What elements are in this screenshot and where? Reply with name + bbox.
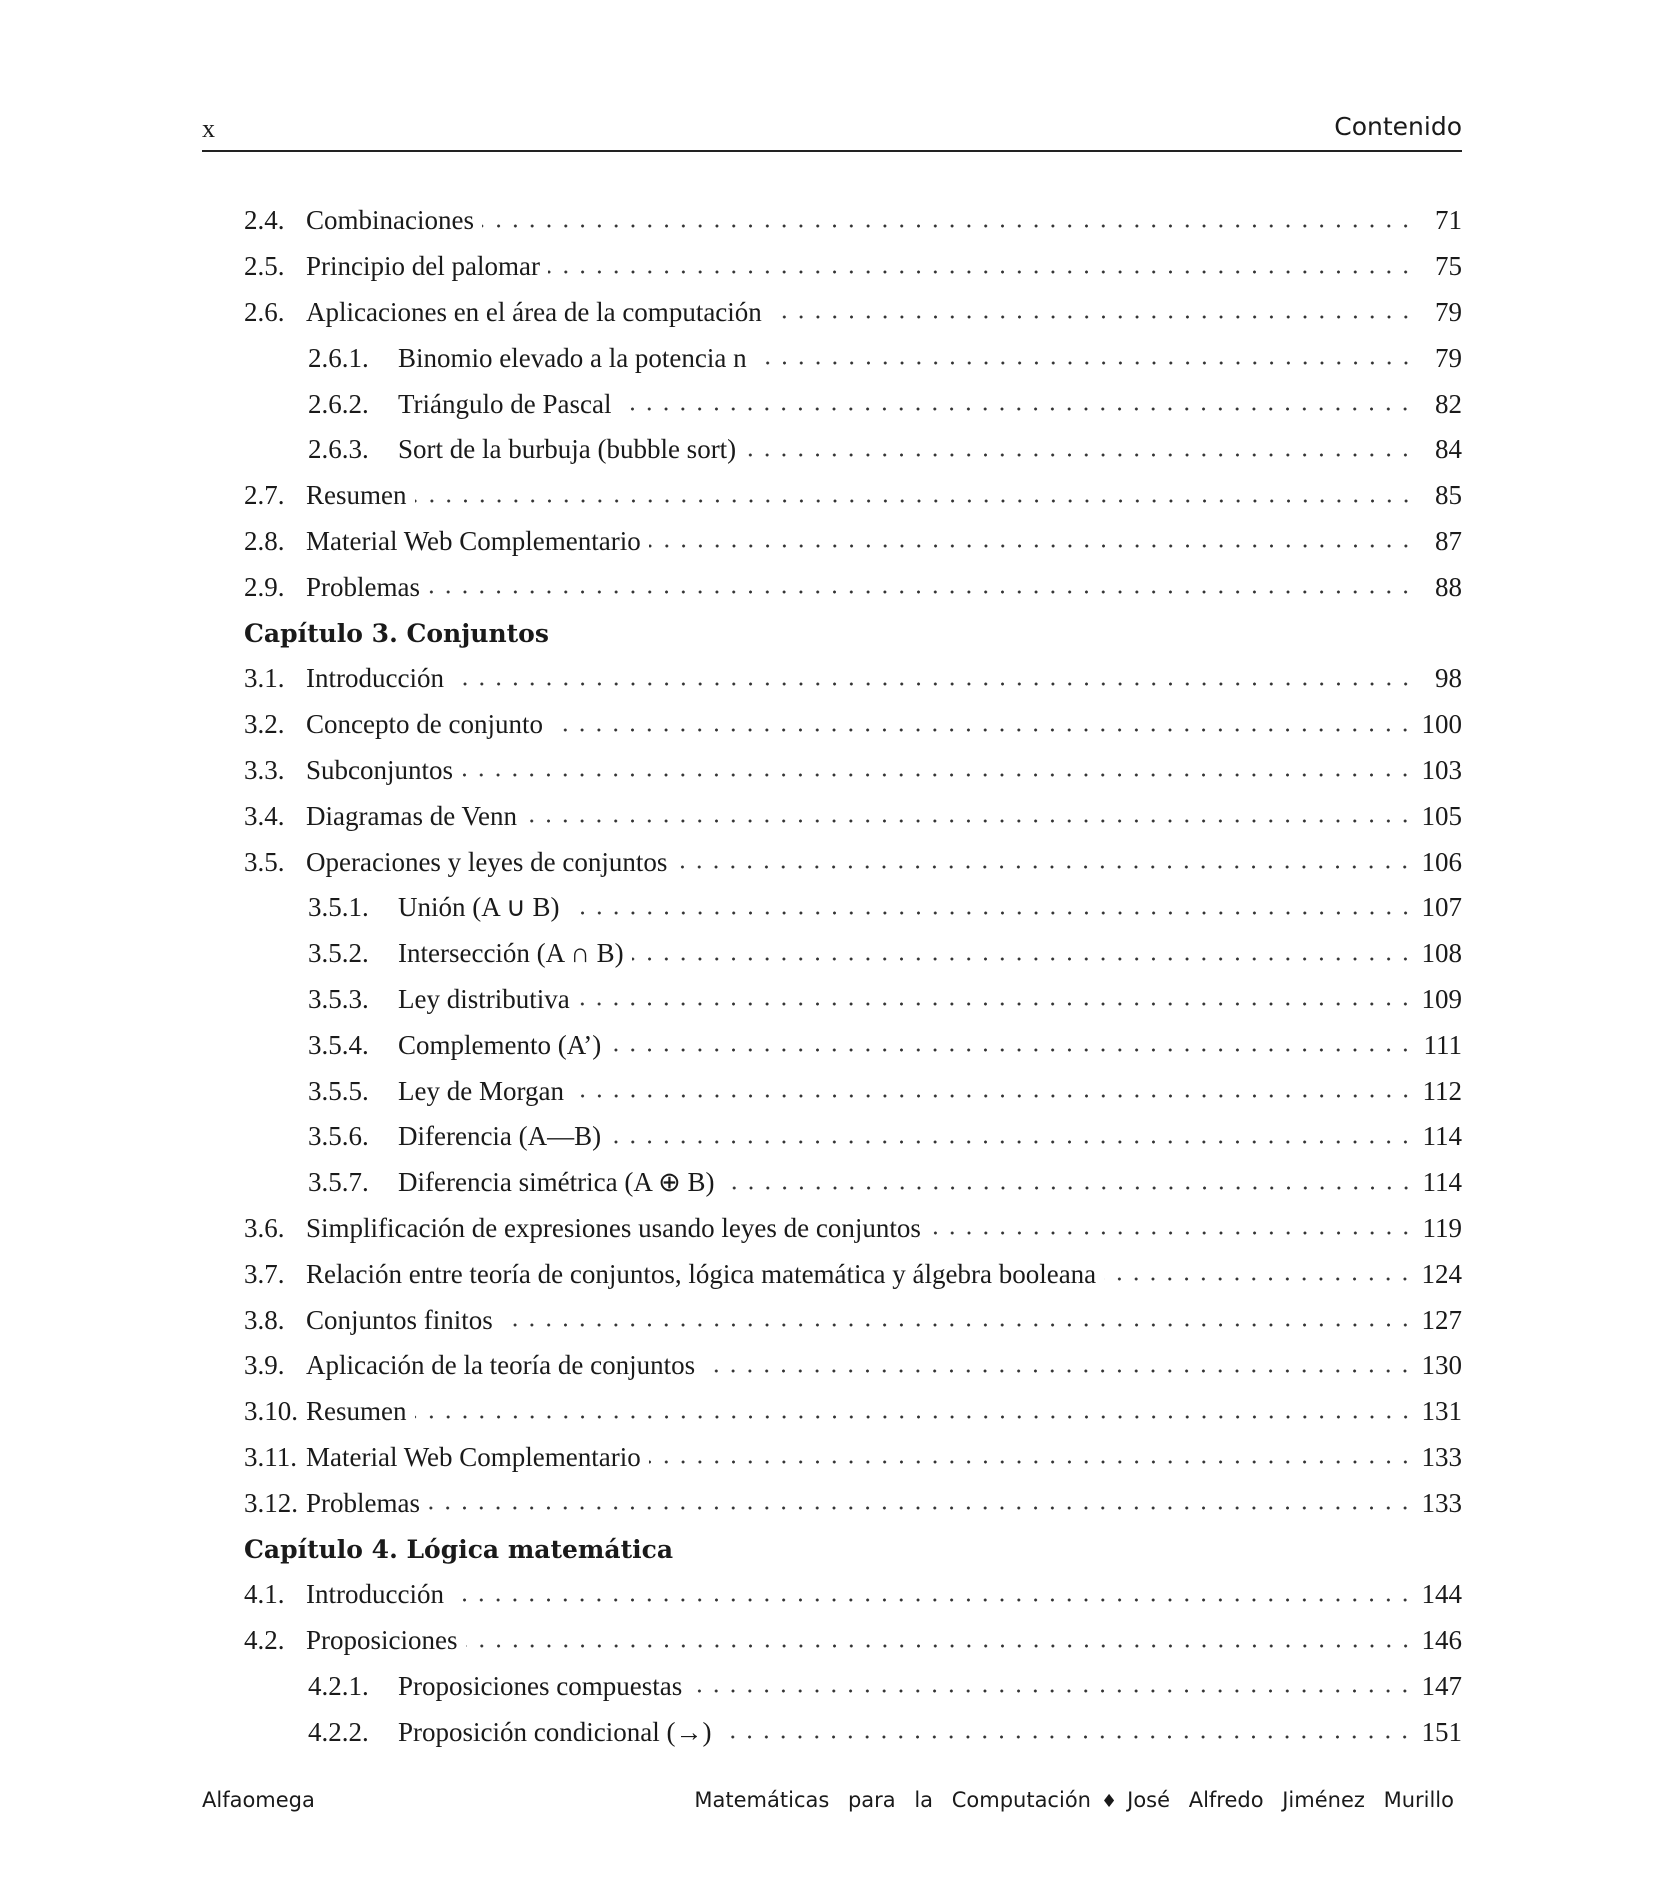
toc-entry-page: 79	[1435, 296, 1462, 327]
toc-entry-number: 4.2.2.	[308, 1716, 369, 1747]
toc-entry	[202, 1480, 1462, 1526]
dot-leader	[525, 817, 1414, 825]
toc-entry-number: 2.5.	[244, 251, 285, 282]
toc-entry-title: Resumen	[306, 1396, 407, 1427]
toc-entry	[202, 1572, 1462, 1618]
toc-entry-page: 119	[1422, 1212, 1462, 1243]
table-of-contents	[202, 198, 1462, 1755]
toc-entry-page: 75	[1435, 251, 1462, 282]
toc-entry-page: 133	[1421, 1441, 1462, 1472]
dot-leader	[482, 222, 1414, 230]
toc-entry	[202, 931, 1462, 977]
toc-entry-page: 114	[1422, 1167, 1462, 1198]
footer-book-info	[694, 1788, 1454, 1812]
toc-entry-title: Problemas	[306, 1487, 420, 1518]
toc-entry-number: 3.5.3.	[308, 983, 369, 1014]
toc-entry-title: Introducción	[306, 1579, 444, 1610]
dot-leader	[452, 680, 1414, 688]
dot-leader	[770, 313, 1414, 321]
dot-leader	[551, 726, 1414, 734]
dot-leader	[428, 1504, 1414, 1512]
toc-entry	[202, 1709, 1462, 1755]
dot-leader	[428, 588, 1414, 596]
toc-entry-title: Triángulo de Pascal	[398, 388, 612, 419]
toc-entry-title: Material Web Complementario	[306, 525, 641, 556]
dot-leader	[572, 1092, 1414, 1100]
toc-entry-number: 3.5.6.	[308, 1121, 369, 1152]
toc-entry-number: 3.5.4.	[308, 1029, 369, 1060]
running-header-title: Contenido	[1334, 112, 1462, 141]
toc-entry-number: 3.12.	[244, 1487, 298, 1518]
toc-entry	[202, 1206, 1462, 1252]
toc-entry	[202, 1160, 1462, 1206]
dot-leader	[415, 1413, 1414, 1421]
toc-entry	[202, 519, 1462, 565]
dot-leader	[719, 1733, 1413, 1741]
toc-entry-title: Problemas	[306, 571, 420, 602]
toc-entry	[202, 1618, 1462, 1664]
toc-entry-number: 3.11.	[244, 1441, 297, 1472]
toc-entry-title: Conjuntos finitos	[306, 1304, 493, 1335]
toc-entry-number: 3.5.5.	[308, 1075, 369, 1106]
toc-chapter-heading	[202, 1526, 1462, 1572]
toc-entry-number: 3.3.	[244, 754, 285, 785]
toc-entry-number: 3.5.1.	[308, 892, 369, 923]
toc-entry	[202, 656, 1462, 702]
toc-entry	[202, 473, 1462, 519]
toc-entry-page: 127	[1421, 1304, 1462, 1335]
toc-entry	[202, 244, 1462, 290]
toc-entry-number: 2.6.2.	[308, 388, 369, 419]
toc-entry-page: 131	[1421, 1396, 1462, 1427]
dot-leader	[703, 1367, 1413, 1375]
toc-entry	[202, 290, 1462, 336]
toc-entry-page: 98	[1435, 663, 1462, 694]
toc-entry-title: Operaciones y leyes de conjuntos	[306, 846, 668, 877]
toc-entry-number: 3.6.	[244, 1212, 285, 1243]
toc-entry-title: Combinaciones	[306, 205, 474, 236]
toc-entry-page: 106	[1421, 846, 1462, 877]
toc-entry	[202, 1297, 1462, 1343]
toc-entry-page: 82	[1435, 388, 1462, 419]
toc-entry-number: 2.6.1.	[308, 342, 369, 373]
dot-leader	[755, 359, 1414, 367]
toc-entry-title: Simplificación de expresiones usando leyes de conjuntos	[306, 1212, 921, 1243]
toc-chapter-heading	[202, 610, 1462, 656]
toc-entry-title: Aplicación de la teoría de conjuntos	[306, 1350, 696, 1381]
toc-entry-number: 3.9.	[244, 1350, 285, 1381]
toc-entry	[202, 1389, 1462, 1435]
toc-entry-number: 3.5.2.	[308, 938, 369, 969]
toc-entry-title: Unión (A ∪ B)	[398, 892, 560, 923]
toc-entry-title: Sort de la burbuja (bubble sort)	[398, 434, 737, 465]
toc-entry	[202, 198, 1462, 244]
toc-entry-title: Relación entre teoría de conjuntos, lógica matemática y álgebra booleana	[306, 1258, 1097, 1289]
toc-entry-number: 3.5.	[244, 846, 285, 877]
toc-entry	[202, 1435, 1462, 1481]
toc-entry-page: 114	[1422, 1121, 1462, 1152]
dot-leader	[461, 771, 1413, 779]
toc-entry-page: 124	[1421, 1258, 1462, 1289]
footer-book-title: Matemáticas para la Computación	[694, 1788, 1091, 1812]
toc-entry	[202, 885, 1462, 931]
toc-entry-number: 3.10.	[244, 1396, 298, 1427]
toc-entry-title: Resumen	[306, 480, 407, 511]
dot-leader	[609, 1046, 1414, 1054]
dot-leader	[452, 1596, 1414, 1604]
toc-entry	[202, 427, 1462, 473]
toc-entry-number: 3.8.	[244, 1304, 285, 1335]
toc-entry	[202, 1343, 1462, 1389]
toc-entry-title: Complemento (A’)	[398, 1029, 602, 1060]
dot-leader	[632, 955, 1414, 963]
toc-entry-page: 130	[1421, 1350, 1462, 1381]
footer-author: José Alfredo Jiménez Murillo	[1127, 1788, 1454, 1812]
diamond-icon: ♦	[1100, 1791, 1118, 1812]
toc-entry-page: 108	[1421, 938, 1462, 969]
page-number-roman: x	[202, 114, 215, 143]
toc-entry-number: 4.2.	[244, 1625, 285, 1656]
toc-entry	[202, 1664, 1462, 1710]
toc-entry-title: Intersección (A ∩ B)	[398, 938, 624, 969]
dot-leader	[649, 542, 1414, 550]
toc-entry-title: Diferencia (A—B)	[398, 1121, 602, 1152]
dot-leader	[578, 1000, 1414, 1008]
toc-entry-number: 3.2.	[244, 709, 285, 740]
toc-entry	[202, 839, 1462, 885]
page-header	[202, 108, 1462, 152]
toc-entry-page: 84	[1435, 434, 1462, 465]
toc-entry-number: 2.6.3.	[308, 434, 369, 465]
toc-entry-number: 2.9.	[244, 571, 285, 602]
chapter-title: Capítulo 3. Conjuntos	[244, 618, 549, 648]
dot-leader	[466, 1642, 1414, 1650]
toc-entry	[202, 702, 1462, 748]
toc-entry-page: 79	[1435, 342, 1462, 373]
toc-entry-number: 3.4.	[244, 800, 285, 831]
dot-leader	[929, 1229, 1414, 1237]
toc-entry-page: 85	[1435, 480, 1462, 511]
dot-leader	[649, 1458, 1414, 1466]
toc-entry-page: 112	[1422, 1075, 1462, 1106]
toc-entry-title: Introducción	[306, 663, 444, 694]
dot-leader	[690, 1687, 1413, 1695]
chapter-title: Capítulo 4. Lógica matemática	[244, 1534, 674, 1564]
toc-entry-page: 146	[1421, 1625, 1462, 1656]
toc-entry-title: Proposición condicional (→)	[398, 1716, 712, 1747]
toc-entry	[202, 977, 1462, 1023]
toc-entry-number: 2.4.	[244, 205, 285, 236]
toc-entry	[202, 335, 1462, 381]
toc-entry-number: 4.2.1.	[308, 1670, 369, 1701]
toc-entry-title: Concepto de conjunto	[306, 709, 543, 740]
toc-entry-number: 2.8.	[244, 525, 285, 556]
toc-entry-page: 111	[1423, 1029, 1462, 1060]
toc-entry-title: Diagramas de Venn	[306, 800, 517, 831]
toc-entry-title: Binomio elevado a la potencia n	[398, 342, 747, 373]
toc-entry-title: Proposiciones compuestas	[398, 1670, 683, 1701]
dot-leader	[609, 1138, 1414, 1146]
toc-entry-page: 88	[1435, 571, 1462, 602]
toc-entry-title: Aplicaciones en el área de la computación	[306, 296, 762, 327]
toc-entry-title: Ley distributiva	[398, 983, 570, 1014]
dot-leader	[675, 863, 1413, 871]
toc-entry-page: 100	[1421, 709, 1462, 740]
toc-entry-title: Ley de Morgan	[398, 1075, 564, 1106]
toc-entry	[202, 1251, 1462, 1297]
dot-leader	[619, 405, 1414, 413]
dot-leader	[415, 497, 1415, 505]
toc-entry	[202, 793, 1462, 839]
toc-entry-page: 147	[1421, 1670, 1462, 1701]
toc-entry-number: 3.1.	[244, 663, 285, 694]
toc-entry-number: 3.7.	[244, 1258, 285, 1289]
toc-entry-title: Principio del palomar	[306, 251, 540, 282]
toc-entry	[202, 748, 1462, 794]
toc-entry	[202, 1022, 1462, 1068]
toc-entry-page: 144	[1421, 1579, 1462, 1610]
toc-entry-title: Proposiciones	[306, 1625, 458, 1656]
toc-entry	[202, 1068, 1462, 1114]
toc-entry-page: 107	[1421, 892, 1462, 923]
toc-entry-number: 2.7.	[244, 480, 285, 511]
dot-leader	[548, 268, 1414, 276]
dot-leader	[501, 1321, 1414, 1329]
toc-entry-title: Subconjuntos	[306, 754, 454, 785]
toc-entry-number: 2.6.	[244, 296, 285, 327]
toc-entry	[202, 564, 1462, 610]
dot-leader	[1104, 1275, 1413, 1283]
toc-entry-page: 103	[1421, 754, 1462, 785]
toc-entry-page: 133	[1421, 1487, 1462, 1518]
toc-entry-page: 109	[1421, 983, 1462, 1014]
toc-entry-title: Diferencia simétrica (A ⊕ B)	[398, 1167, 715, 1198]
toc-entry-page: 151	[1421, 1716, 1462, 1747]
toc-entry	[202, 381, 1462, 427]
dot-leader	[568, 909, 1414, 917]
toc-entry	[202, 1114, 1462, 1160]
toc-entry-number: 4.1.	[244, 1579, 285, 1610]
toc-entry-page: 87	[1435, 525, 1462, 556]
toc-entry-page: 71	[1435, 205, 1462, 236]
toc-entry-number: 3.5.7.	[308, 1167, 369, 1198]
toc-entry-page: 105	[1421, 800, 1462, 831]
toc-entry-title: Material Web Complementario	[306, 1441, 641, 1472]
footer-publisher: Alfaomega	[202, 1788, 315, 1812]
dot-leader	[744, 451, 1414, 459]
dot-leader	[723, 1184, 1415, 1192]
